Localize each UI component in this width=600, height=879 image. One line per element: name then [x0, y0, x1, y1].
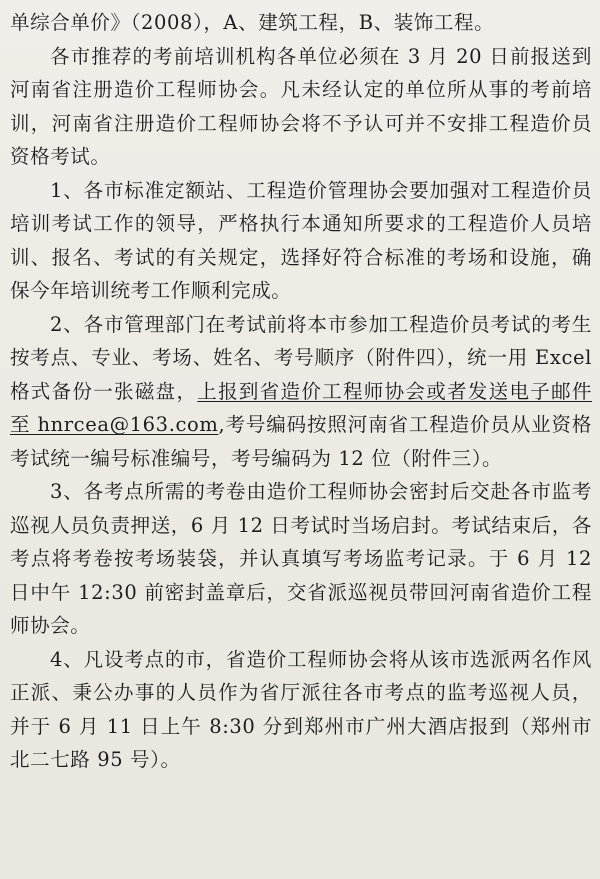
document-body [10, 6, 592, 777]
paragraph-continuation [10, 6, 592, 40]
paragraph-text: 3、各考点所需的考卷由造价工程师协会密封后交赴各市监考巡视人员负责押送，6 月 12 日考试时当场启封。考试结束后，各考点将考卷按考场装袋，并认真填写考场监考记录。于 6 月 12 日中午 12:30 前密封盖章后，交省派巡视员带回河南省造价工程师协会。 [10, 480, 593, 637]
paragraph-text: 4、凡设考点的市，省造价工程师协会将从该市选派两名作风正派、秉公办事的人员作为省厅派往各市考点的监考巡视人员，并于 6 月 11 日上午 8:30 分到郑州市广州大酒店报到（郑州市北二七路 95 号）。 [10, 647, 592, 771]
paragraph-text: 单综合单价》（2008），A、建筑工程，B、装饰工程。 [10, 11, 495, 34]
paragraph-text: 2、各市管理部门在考试前将本市参加工程造价员考试的考生按考点、专业、考场、姓名、考号顺序（附件四），统一用 Excel 格式备份一张磁盘， [10, 312, 592, 403]
email-submission-text: 上报到省造价工程师协会或者发送电子邮件至 hnrcea@163.com [10, 379, 592, 436]
paragraph-text: 1、各市标准定额站、工程造价管理协会要加强对工程造价员培训考试工作的领导，严格执行本通知所要求的工程造价人员培训、报名、考试的有关规定，选择好符合标准的考场和设施，确保今年培训统考工作顺利完成。 [10, 178, 592, 302]
paragraph-text: ,考号编码按照河南省工程造价员从业资格考试统一编号标准编号，考号编码为 12 位（附件三）。 [10, 413, 592, 470]
paragraph-training-institutions [10, 40, 592, 174]
paragraph-item-4 [10, 643, 592, 777]
paragraph-text: 各市推荐的考前培训机构各单位必须在 3 月 20 日前报送到河南省注册造价工程师协会。凡未经认定的单位所从事的考前培训，河南省注册造价工程师协会将不予认可并不安排工程造价员资格考试。 [10, 44, 592, 168]
paragraph-item-3 [10, 475, 592, 643]
paragraph-item-2 [10, 308, 592, 476]
paragraph-item-1 [10, 174, 592, 308]
